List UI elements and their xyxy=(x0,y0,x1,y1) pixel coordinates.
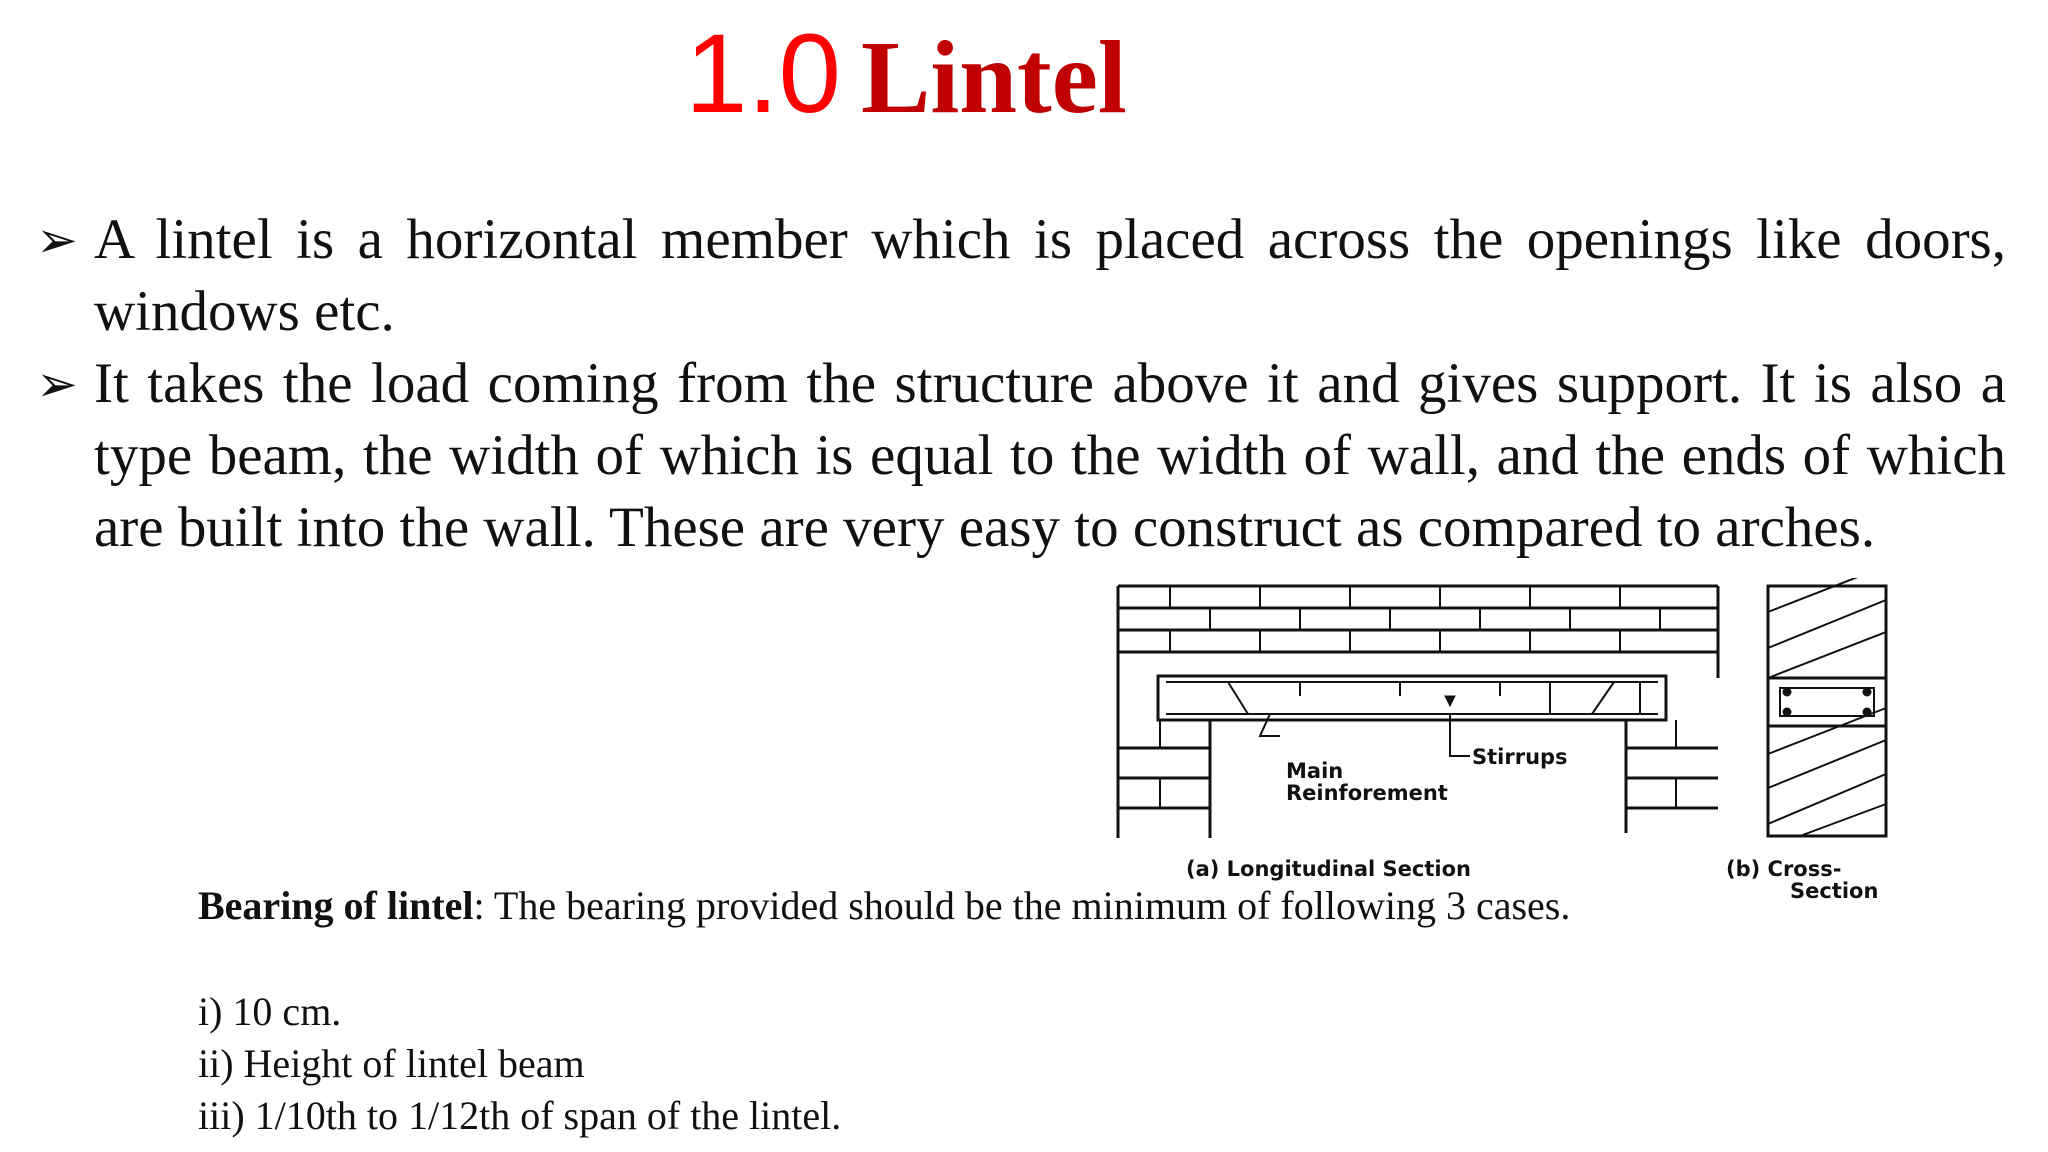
bullet-item xyxy=(36,204,2006,348)
case-item: i) 10 cm. xyxy=(198,989,342,1034)
title-number: 1.0 xyxy=(685,11,841,136)
bullet-text: It takes the load coming from the structure above it and gives support. It is also a type beam, the width of which is equal to the width of wall, and the ends of which are built into the wall. These are very easy to construct as compared to arches. xyxy=(94,352,2006,559)
title-word: Lintel xyxy=(860,20,1127,135)
slide-title xyxy=(0,11,1812,136)
label-stirrups: Stirrups xyxy=(1472,745,1568,769)
lintel-diagram xyxy=(1100,578,1900,918)
case-item: iii) 1/10th to 1/12th of span of the lintel. xyxy=(198,1093,842,1138)
case-item: ii) Height of lintel beam xyxy=(198,1041,585,1086)
bearing-text: : The bearing provided should be the minimum of following 3 cases. xyxy=(473,883,1571,928)
label-reinforcement: Reinforement xyxy=(1286,781,1448,805)
caption-cross-line2: Section xyxy=(1790,879,1879,903)
arrowhead-bullet-icon: ➢ xyxy=(36,211,78,269)
label-main: Main xyxy=(1286,759,1344,783)
bullet-list xyxy=(36,204,2006,564)
bearing-label: Bearing of lintel xyxy=(198,883,474,928)
caption-cross-line1: (b) Cross- xyxy=(1726,857,1842,881)
bearing-cases xyxy=(198,986,841,1142)
arrowhead-bullet-icon: ➢ xyxy=(36,355,78,413)
caption-longitudinal: (a) Longitudinal Section xyxy=(1186,857,1471,881)
bullet-item xyxy=(36,348,2006,564)
bearing-paragraph xyxy=(198,882,1570,929)
bullet-text: A lintel is a horizontal member which is placed across the openings like doors, windows etc. xyxy=(94,208,2006,343)
